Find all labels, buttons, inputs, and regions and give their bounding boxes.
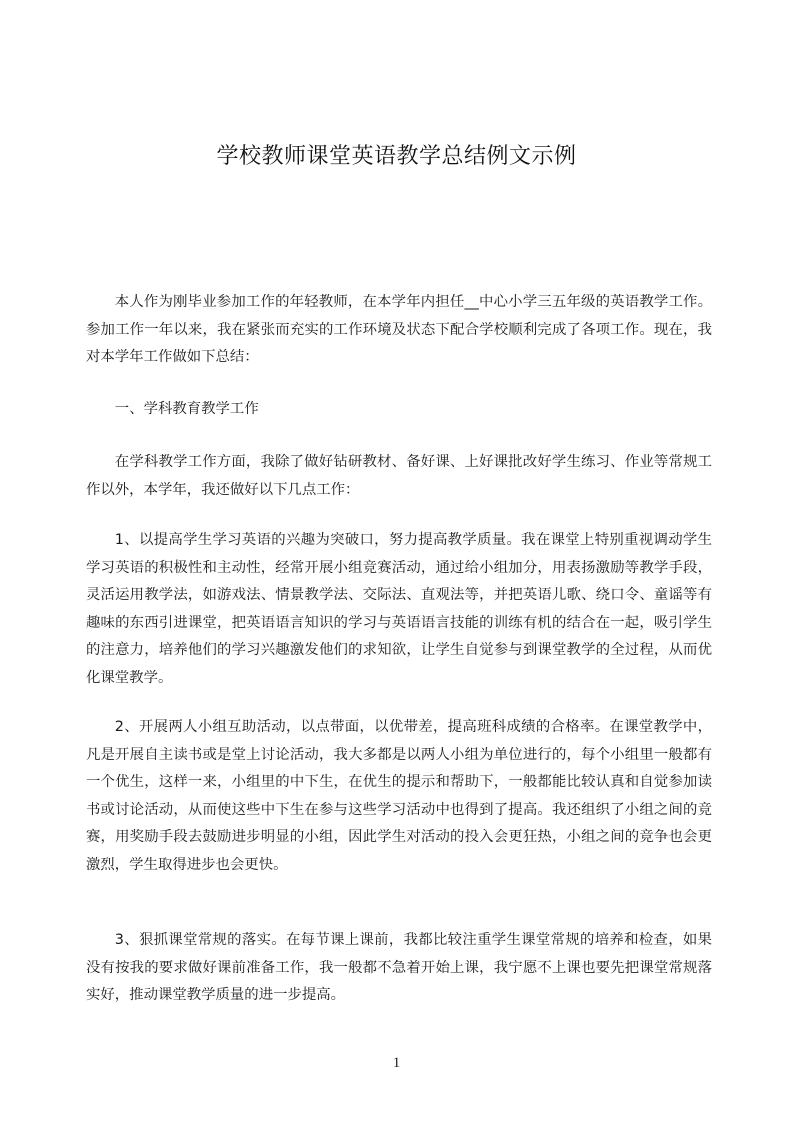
section-intro-text: 在学科教学工作方面，我除了做好钻研教材、备好课、上好课批改好学生练习、作业等常规工作以外，本学年，我还做好以下几点工作： (86, 454, 712, 498)
item-3-text: 3、狠抓课堂常规的落实。在每节课上课前，我都比较注重学生课堂常规的培养和检查，如果没有按我的要求做好课前准备工作，我一般都不急着开始上课，我宁愿不上课也要先把课堂常规落实好，推动课堂教学质量的进一步提高。 (86, 932, 712, 1003)
intro-text: 本人作为刚毕业参加工作的年轻教师，在本学年内担任__中心小学三五年级的英语教学工作。参加工作一年以来，我在紧张而充实的工作环境及状态下配合学校顺利完成了各项工作。现在，我对本学年工作做如下总结： (86, 294, 712, 365)
document-title: 学校教师课堂英语教学总结例文示例 (216, 144, 577, 169)
item-1-paragraph (86, 527, 712, 692)
section-intro-paragraph (86, 449, 712, 504)
intro-paragraph (86, 289, 712, 372)
item-2-text: 2、开展两人小组互助活动，以点带面，以优带差，提高班科成绩的合格率。在课堂教学中，凡是开展自主读书或是堂上讨论活动，我大多都是以两人小组为单位进行的，每个小组里一般都有一个优生，这样一来，小组里的中下生，在优生的提示和帮助下，一般都能比较认真和自觉参加读书或讨论活动，从而使这些中下生在参与这些学习活动中也得到了提高。我还组织了小组之间的竞赛，用奖励手段去鼓励进步明显的小组，因此学生对活动的投入会更狂热，小组之间的竞争也会更激烈，学生取得进步也会更快。 (86, 719, 712, 873)
section-heading-text: 一、学科教育教学工作 (114, 401, 259, 417)
section-heading (86, 396, 712, 424)
item-2-paragraph (86, 714, 712, 879)
item-3-paragraph (86, 927, 712, 1010)
page-number: 1 (392, 1055, 401, 1071)
item-1-text: 1、以提高学生学习英语的兴趣为突破口，努力提高教学质量。我在课堂上特别重视调动学生学习英语的积极性和主动性，经常开展小组竞赛活动，通过给小组加分，用表扬激励等教学手段，灵活运用教学法，如游戏法、情景教学法、交际法、直观法等，并把英语儿歌、绕口令、童谣等有趣味的东西引进课堂，把英语语言知识的学习与英语语言技能的训练有机的结合在一起，吸引学生的注意力，培养他们的学习兴趣激发他们的求知欲，让学生自觉参与到课堂教学的全过程，从而优化课堂教学。 (86, 532, 712, 686)
